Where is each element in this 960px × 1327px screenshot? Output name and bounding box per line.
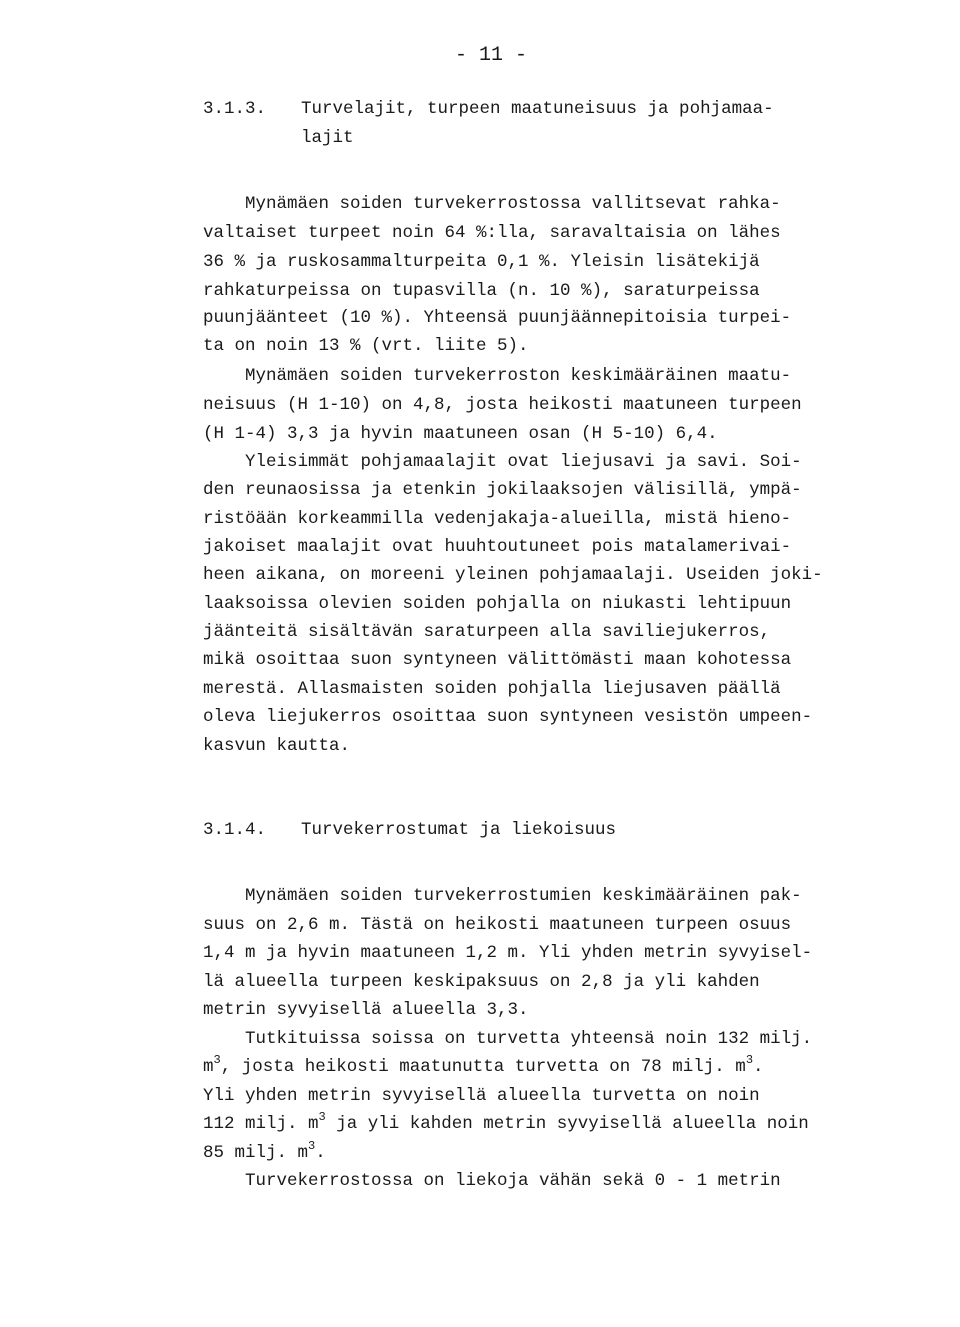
body-text-line: kasvun kautta. [203,736,351,756]
body-text-line: neisuus (H 1-10) on 4,8, josta heikosti maatuneen turpeen [203,395,802,415]
body-text-line: Turvekerrostossa on liekoja vähän sekä 0 - 1 metrin [203,1171,781,1191]
section-3-1-3-title-line: Turvelajit, turpeen maatuneisuus ja pohjamaa- [301,99,774,119]
body-text-line: puunjäänteet (10 %). Yhteensä puunjäännepitoisia turpei- [203,308,792,328]
body-text-line: Mynämäen soiden turvekerroston keskimääräinen maatu- [203,366,792,386]
body-text-line: heen aikana, on moreeni yleinen pohjamaalaji. Useiden joki- [203,565,823,585]
body-text-line: Mynämäen soiden turvekerrostumien keskimääräinen pak- [203,886,802,906]
body-text-line: (H 1-4) 3,3 ja hyvin maatuneen osan (H 5-10) 6,4. [203,424,718,444]
body-text-line: Yli yhden metrin syvyisellä alueella turvetta on noin [203,1086,760,1106]
page-number: - 11 - [455,44,528,67]
body-text-line: valtaiset turpeet noin 64 %:lla, saravaltaisia on lähes [203,223,781,243]
body-text-line: den reunaosissa ja etenkin jokilaaksojen välisillä, ympä- [203,480,802,500]
body-text-line: jakoiset maalajit ovat huuhtoutuneet pois matalamerivai- [203,537,792,557]
section-3-1-3-title-line: lajit [301,128,354,148]
body-text-line: oleva liejukerros osoittaa suon syntyneen vesistön umpeen- [203,707,813,727]
body-text-line: mikä osoittaa suon syntyneen välittömästi maan kohotessa [203,650,792,670]
body-text-line: Tutkituissa soissa on turvetta yhteensä noin 132 milj. [203,1029,813,1049]
body-text-line: jäänteitä sisältävän saraturpeen alla saviliejukerros, [203,622,771,642]
body-text-line: Mynämäen soiden turvekerrostossa vallitsevat rahka- [203,194,781,214]
body-text-line: rahkaturpeissa on tupasvilla (n. 10 %), saraturpeissa [203,281,760,301]
body-text-line: merestä. Allasmaisten soiden pohjalla liejusaven päällä [203,679,781,699]
body-text-line: suus on 2,6 m. Tästä on heikosti maatuneen turpeen osuus [203,915,792,935]
body-text-line: metrin syvyisellä alueella 3,3. [203,1000,529,1020]
body-text-line: 85 milj. $m^3$. [203,1139,326,1163]
body-text-line: lä alueella turpeen keskipaksuus on 2,8 ja yli kahden [203,972,760,992]
body-text-line: ristöään korkeammilla vedenjakaja-alueilla, mistä hieno- [203,509,792,529]
body-text-line: 36 % ja ruskosammalturpeita 0,1 %. Yleisin lisätekijä [203,252,760,272]
body-text-line: laaksoissa olevien soiden pohjalla on niukasti lehtipuun [203,594,792,614]
body-text-line: Yleisimmät pohjamaalajit ovat liejusavi ja savi. Soi- [203,452,802,472]
section-3-1-4-title: Turvekerrostumat ja liekoisuus [301,820,617,840]
section-3-1-3-number: 3.1.3. [203,99,267,119]
section-3-1-4-number: 3.1.4. [203,820,267,840]
body-text-line: 112 milj. $m^3$ ja yli kahden metrin syvyisellä alueella noin [203,1110,809,1134]
body-text-line: 1,4 m ja hyvin maatuneen 1,2 m. Yli yhden metrin syvyisel- [203,943,813,963]
body-text-line: $m^3$, josta heikosti maatunutta turvetta on 78 milj. $m^3$. [203,1053,764,1077]
body-text-line: ta on noin 13 % (vrt. liite 5). [203,336,529,356]
